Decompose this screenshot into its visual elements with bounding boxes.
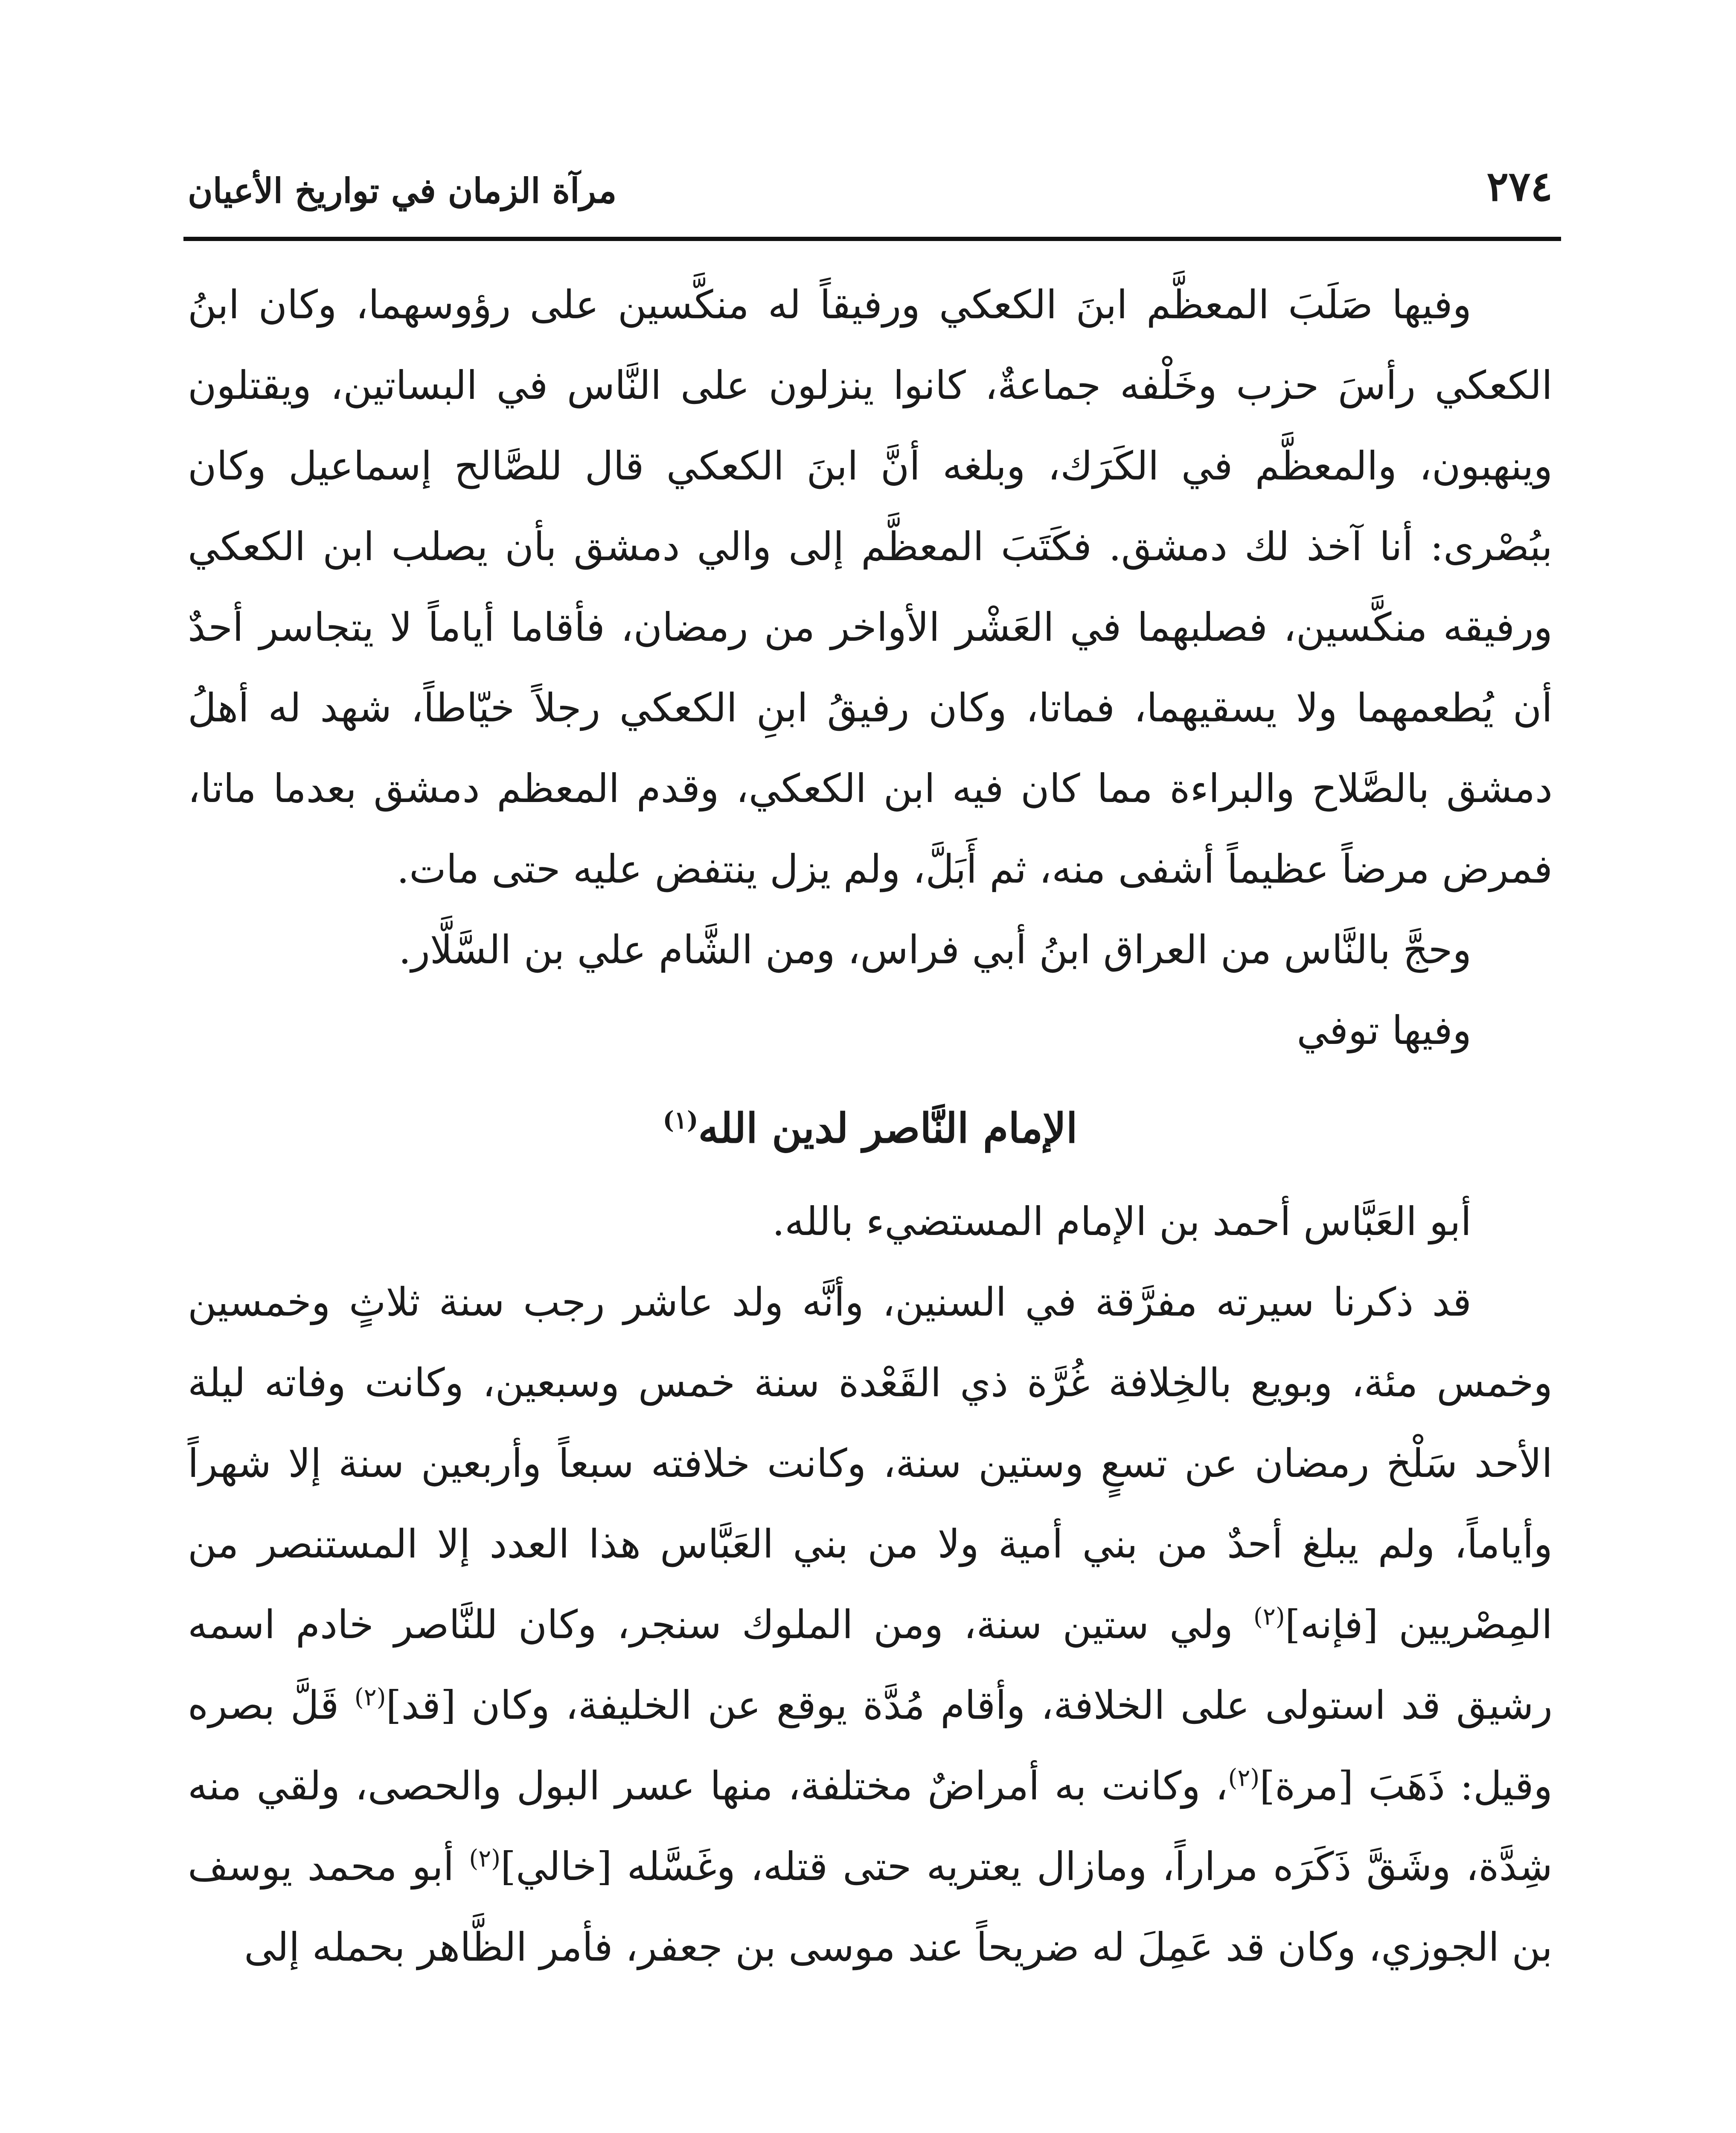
footnote-ref: (٢): [469, 1845, 501, 1873]
text-run: قَلَّ بصره وقيل: ذَهَبَ [مرة]: [188, 1683, 1553, 1809]
paragraph: أبو العَبَّاس أحمد بن الإمام المستضيء بالله.: [772, 1199, 1471, 1244]
text-run: ، وكانت به أمراضٌ مختلفة، منها عسر البول والحصى، ولقي منه شِدَّة، وشَقَّ ذَكَرَه مراراً، ومازال يعتريه حتى قتله، وغَسَّله [خالي]: [188, 1763, 1553, 1889]
page-number: ٢٧٤: [1486, 162, 1553, 210]
paragraph: وفيها صَلَبَ المعظَّم ابنَ الكعكي ورفيقاً له منكَّسين على رؤوسهما، وكان ابنُ الكعكي رأسَ حزب وخَلْفه جماعةٌ، كانوا ينزلون على النَّاس في البساتين، ويقتلون وينهبون، والمعظَّم في الكَرَك، وبلغه أنَّ ابنَ الكعكي قال للصَّالح إسماعيل وكان ببُصْرى: أنا آخذ لك دمشق. فكَتَبَ المعظَّم إلى والي دمشق بأن يصلب ابن الكعكي ورفيقه منكَّسين، فصلبهما في العَشْر الأواخر من رمضان، فأقاما أياماً لا يتجاسر أحدٌ أن يُطعمهما ولا يسقيهما، فماتا، وكان رفيقُ ابنِ الكعكي رجلاً خيّاطاً، شهد له أهلُ دمشق بالصَّلاح والبراءة مما كان فيه ابن الكعكي، وقدم المعظم دمشق بعدما ماتا، فمرض مرضاً عظيماً أشفى منه، ثم أَبَلَّ، ولم يزل ينتفض عليه حتى مات.: [188, 282, 1553, 892]
footnote-ref: (٢): [1228, 1764, 1260, 1792]
text-run: قد ذكرنا سيرته مفرَّقة في السنين، وأنَّه ولد عاشر رجب سنة ثلاثٍ وخمسين وخمس مئة، وبويع بالخِلافة غُرَّة ذي القَعْدة سنة خمس وسبعين، وكانت وفاته ليلة الأحد سَلْخ رمضان عن تسعٍ وستين سنة، وكانت خلافته سبعاً وأربعين سنة إلا شهراً وأياماً، ولم يبلغ أحدٌ من بني أمية ولا من بني العَبَّاس هذا العدد إلا المستنصر من المِصْريين [فإنه]: [188, 1279, 1553, 1648]
paragraph: وفيها توفي: [1297, 1008, 1471, 1053]
section-heading-text: الإمام النَّاصر لدين الله: [698, 1104, 1078, 1152]
text-run: أبو محمد يوسف بن الجوزي، وكان قد عَمِلَ له ضريحاً عند موسى بن جعفر، فأمر الظَّاهر بحمله إلى: [188, 1844, 1553, 1970]
paragraph: [188, 1262, 1553, 1988]
header-rule: [183, 237, 1561, 241]
paragraph: وحجَّ بالنَّاس من العراق ابنُ أبي فراس، ومن الشَّام علي بن السَّلَّار.: [398, 927, 1471, 973]
footnote-ref: (٢): [1253, 1603, 1285, 1631]
footnote-ref: (٢): [354, 1683, 386, 1712]
footnote-ref: (١): [663, 1106, 698, 1134]
running-title: مرآة الزمان في تواريخ الأعيان: [188, 171, 617, 211]
text-run: ولي ستين سنة، ومن الملوك سنجر، وكان للنَّاصر خادم اسمه رشيق قد استولى على الخلافة، وأقام مُدَّة يوقع عن الخليفة، وكان [قد]: [188, 1602, 1553, 1728]
section-heading: [188, 1088, 1553, 1168]
page-header: [188, 154, 1553, 230]
main-text: [188, 264, 1553, 1988]
